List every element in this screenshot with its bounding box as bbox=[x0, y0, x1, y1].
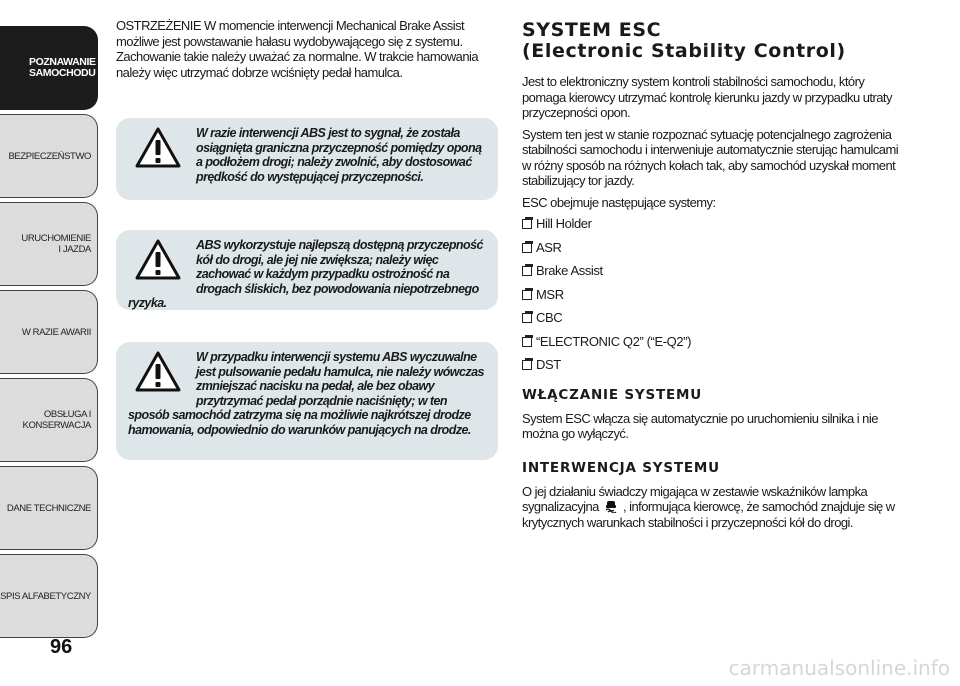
tab-dane-techniczne[interactable]: DANE TECHNICZNE bbox=[0, 466, 98, 550]
watermark: carmanualsonline.info bbox=[728, 656, 950, 680]
esc-intro: Jest to elektroniczny system kontroli stabilności samochodu, który pomaga kierowcy utrzymać kontrolę kierunku jazdy w przypadku utraty przyczepności opon. bbox=[522, 74, 892, 120]
checkbox-square-icon bbox=[522, 243, 532, 253]
list-item: DST bbox=[522, 357, 902, 373]
intervention-text: O jej działaniu świadczy migająca w zestawie wskaźników lampka sygnalizacyjna , informująca kierowcę, że samochód znajduje się w krytycznych warunkach stabilności i przyczepności kół do drogi. bbox=[522, 483, 895, 530]
warning-triangle-icon bbox=[134, 126, 182, 170]
warning-text-abs-3: W przypadku interwencji systemu ABS wyczuwalne jest pulsowanie pedału hamulca, nie należy wówczas zmniejszać nacisku na pedał, ale bez obawy przytrzymać pedał porządnie naciśnięty; w ten sposób samochód zatrzyma się na możliwie najkrótszej drodze hamowania, odpowiednio do warunków panujących na drodze. bbox=[128, 350, 484, 437]
warning-text-abs-2: ABS wykorzystuje najlepszą dostępną przyczepność kół do drogi, ale jej nie zwiększa; należy więc zachować w każdym przypadku ostrożność na drogach śliskich, bez powodowania niepotrzebnego ryzyka. bbox=[128, 238, 483, 310]
esc-skid-car-icon bbox=[604, 500, 618, 513]
subheading-switching-on: WŁĄCZANIE SYSTEMU bbox=[522, 386, 703, 403]
list-item: Hill Holder bbox=[522, 216, 902, 232]
tab-w-razie-awarii[interactable]: W RAZIE AWARII bbox=[0, 290, 98, 374]
section-title bbox=[522, 20, 902, 62]
checkbox-square-icon bbox=[522, 360, 532, 370]
esc-systems-list bbox=[522, 216, 902, 373]
warning-triangle-icon bbox=[134, 238, 182, 282]
section-title-line1: SYSTEM ESC bbox=[522, 19, 662, 41]
esc-systems-intro: ESC obejmuje następujące systemy: bbox=[522, 194, 716, 210]
page-number: 96 bbox=[50, 636, 73, 658]
esc-description: System ten jest w stanie rozpoznać sytuację potencjalnego zagrożenia stabilności samochodu i interweniuje automatycznie sterując hamulcami w różny sposób na różnych kołach tak, aby samochód uzyskał moment stabilizujący tor jazdy. bbox=[522, 126, 899, 188]
warning-triangle-icon bbox=[134, 350, 182, 394]
right-column bbox=[522, 20, 902, 536]
list-item: MSR bbox=[522, 287, 902, 303]
checkbox-square-icon bbox=[522, 290, 532, 300]
checkbox-square-icon bbox=[522, 219, 532, 229]
tab-obsluga-i-konserwacja[interactable]: OBSŁUGA I KONSERWACJA bbox=[0, 378, 98, 462]
list-item: “ELECTRONIC Q2” (“E-Q2”) bbox=[522, 334, 902, 350]
subheading-intervention: INTERWENCJA SYSTEMU bbox=[522, 459, 720, 476]
section-title-line2: (Electronic Stability Control) bbox=[522, 40, 846, 62]
list-item: Brake Assist bbox=[522, 263, 902, 279]
checkbox-square-icon bbox=[522, 313, 532, 323]
tab-bezpieczenstwo[interactable]: BEZPIECZEŃSTWO bbox=[0, 114, 98, 198]
tab-uruchomienie-i-jazda[interactable]: URUCHOMIENIE I JAZDA bbox=[0, 202, 98, 286]
warning-text-abs-1: W razie interwencji ABS jest to sygnał, że została osiągnięta graniczna przyczepność pomiędzy oponą a podłożem drogi; należy zwolnić, aby dostosować prędkość do występującej przyczepności. bbox=[196, 126, 482, 184]
list-item: ASR bbox=[522, 240, 902, 256]
checkbox-square-icon bbox=[522, 337, 532, 347]
mechanical-brake-assist-note: OSTRZEŻENIE W momencie interwencji Mechanical Brake Assist możliwe jest powstawanie hałasu wydobywającego się z systemu. Zachowanie takie należy uważać za normalne. W trakcie hamowania należy więc utrzymać dobrze wciśnięty pedał hamulca. bbox=[116, 18, 479, 80]
warning-box-abs-1 bbox=[116, 118, 498, 200]
warning-box-abs-2 bbox=[116, 230, 498, 310]
switching-on-text: System ESC włącza się automatycznie po uruchomieniu silnika i nie można go wyłączyć. bbox=[522, 410, 878, 441]
list-item: CBC bbox=[522, 310, 902, 326]
tab-poznawanie-samochodu[interactable]: POZNAWANIE SAMOCHODU bbox=[0, 26, 98, 110]
checkbox-square-icon bbox=[522, 266, 532, 276]
tab-spis-alfabetyczny[interactable]: SPIS ALFABETYCZNY bbox=[0, 554, 98, 638]
warning-box-abs-3 bbox=[116, 342, 498, 460]
left-column bbox=[116, 18, 498, 80]
